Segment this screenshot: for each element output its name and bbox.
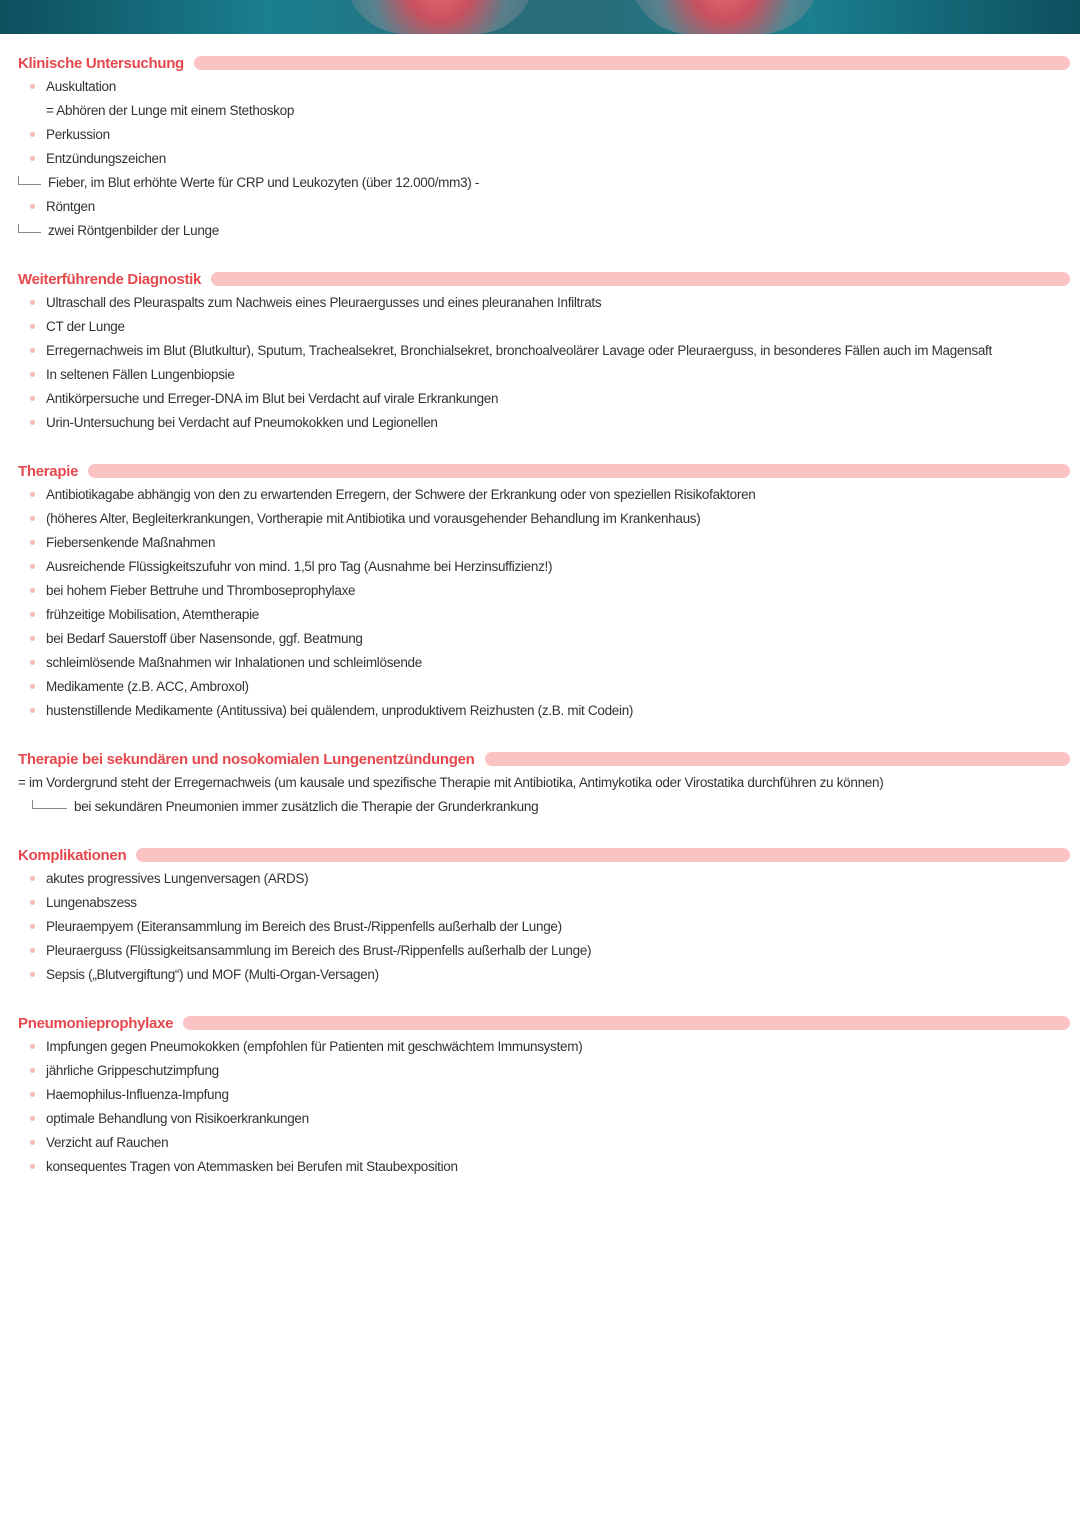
section bbox=[18, 51, 1070, 243]
item-text: zwei Röntgenbilder der Lunge bbox=[48, 223, 219, 238]
item-text: Ausreichende Flüssigkeitszufuhr von mind. 1,5l pro Tag (Ausnahme bei Herzinsuffizienz!) bbox=[46, 559, 553, 574]
item-text: Erregernachweis im Blut (Blutkultur), Sputum, Trachealsekret, Bronchialsekret, bronchoalveolärer Lavage oder Pleuraerguss, in besonderes Fällen auch im Magensaft bbox=[46, 343, 992, 358]
item-text: Fiebersenkende Maßnahmen bbox=[46, 535, 216, 550]
item-text: Lungenabszess bbox=[46, 895, 137, 910]
list-item bbox=[18, 1107, 1070, 1131]
item-text: jährliche Grippeschutzimpfung bbox=[46, 1063, 219, 1078]
arrow-icon bbox=[18, 176, 41, 185]
list-item bbox=[18, 483, 1070, 507]
list-item bbox=[18, 411, 1070, 435]
section bbox=[18, 459, 1070, 723]
list-item bbox=[18, 171, 1070, 195]
item-text: Antibiotikagabe abhängig von den zu erwartenden Erregern, der Schwere der Erkrankung oder von speziellen Risikofaktoren bbox=[46, 487, 756, 502]
section-title: Pneumonieprophylaxe bbox=[18, 1014, 174, 1032]
left-lung-image bbox=[345, 0, 535, 34]
section bbox=[18, 843, 1070, 987]
heading-bar bbox=[194, 56, 1070, 70]
list-item bbox=[18, 363, 1070, 387]
item-text: bei Bedarf Sauerstoff über Nasensonde, ggf. Beatmung bbox=[46, 631, 363, 646]
item-text: bei sekundären Pneumonien immer zusätzlich die Therapie der Grunderkrankung bbox=[74, 799, 539, 814]
section-heading bbox=[18, 267, 1070, 291]
heading-bar bbox=[211, 272, 1070, 286]
list-item bbox=[18, 507, 1070, 531]
item-text: akutes progressives Lungenversagen (ARDS) bbox=[46, 871, 309, 886]
section bbox=[18, 267, 1070, 435]
section-heading bbox=[18, 1011, 1070, 1035]
section-title: Therapie bbox=[18, 462, 79, 480]
list-item bbox=[18, 699, 1070, 723]
item-text: Fieber, im Blut erhöhte Werte für CRP und Leukozyten (über 12.000/mm3) - bbox=[48, 175, 480, 190]
list-item bbox=[18, 315, 1070, 339]
list-item bbox=[18, 627, 1070, 651]
list-item bbox=[18, 939, 1070, 963]
item-text: Ultraschall des Pleuraspalts zum Nachweis eines Pleuraergusses und eines pleuranahen Infiltrats bbox=[46, 295, 602, 310]
list-item bbox=[18, 1059, 1070, 1083]
list-item bbox=[18, 1035, 1070, 1059]
list-item bbox=[18, 75, 1070, 99]
item-text: bei hohem Fieber Bettruhe und Thromboseprophylaxe bbox=[46, 583, 356, 598]
item-text: Sepsis („Blutvergiftung“) und MOF (Multi-Organ-Versagen) bbox=[46, 967, 379, 982]
right-lung-image bbox=[630, 0, 820, 34]
item-text: = im Vordergrund steht der Erregernachweis (um kausale und spezifische Therapie mit Antibiotika, Antimykotika oder Virostatika durchführen zu können) bbox=[18, 775, 884, 790]
list-item bbox=[18, 651, 1070, 675]
list-item bbox=[18, 1131, 1070, 1155]
section-heading bbox=[18, 843, 1070, 867]
arrow-icon bbox=[18, 224, 41, 233]
section-heading bbox=[18, 747, 1070, 771]
list-item bbox=[18, 1083, 1070, 1107]
list-item bbox=[18, 579, 1070, 603]
list-item bbox=[18, 291, 1070, 315]
list-item bbox=[18, 795, 1070, 819]
item-text: = Abhören der Lunge mit einem Stethoskop bbox=[46, 103, 295, 118]
item-text: konsequentes Tragen von Atemmasken bei Berufen mit Staubexposition bbox=[46, 1159, 458, 1174]
list-item bbox=[18, 771, 1070, 795]
list-item bbox=[18, 915, 1070, 939]
section-heading bbox=[18, 51, 1070, 75]
list-item bbox=[18, 963, 1070, 987]
list-item bbox=[18, 99, 1070, 123]
list-item bbox=[18, 891, 1070, 915]
item-text: Entzündungszeichen bbox=[46, 151, 166, 166]
section-title: Weiterführende Diagnostik bbox=[18, 270, 202, 288]
item-text: Antikörpersuche und Erreger-DNA im Blut bei Verdacht auf virale Erkrankungen bbox=[46, 391, 499, 406]
list-item bbox=[18, 387, 1070, 411]
heading-bar bbox=[183, 1016, 1070, 1030]
item-text: frühzeitige Mobilisation, Atemtherapie bbox=[46, 607, 259, 622]
section bbox=[18, 747, 1070, 819]
section-title: Klinische Untersuchung bbox=[18, 54, 184, 72]
item-text: hustenstillende Medikamente (Antitussiva) bei quälendem, unproduktivem Reizhusten (z.B. mit Codein) bbox=[46, 703, 634, 718]
item-text: optimale Behandlung von Risikoerkrankungen bbox=[46, 1111, 309, 1126]
item-text: Röntgen bbox=[46, 199, 95, 214]
heading-bar bbox=[136, 848, 1070, 862]
section bbox=[18, 1011, 1070, 1179]
list-item bbox=[18, 603, 1070, 627]
item-text: Pleuraempyem (Eiteransammlung im Bereich des Brust-/Rippenfells außerhalb der Lunge) bbox=[46, 919, 562, 934]
list-item bbox=[18, 675, 1070, 699]
item-text: Verzicht auf Rauchen bbox=[46, 1135, 169, 1150]
item-text: schleimlösende Maßnahmen wir Inhalationen und schleimlösende bbox=[46, 655, 422, 670]
heading-bar bbox=[88, 464, 1070, 478]
item-text: Urin-Untersuchung bei Verdacht auf Pneumokokken und Legionellen bbox=[46, 415, 438, 430]
section-title: Komplikationen bbox=[18, 846, 127, 864]
list-item bbox=[18, 1155, 1070, 1179]
list-item bbox=[18, 219, 1070, 243]
list-item bbox=[18, 555, 1070, 579]
list-item bbox=[18, 339, 1070, 363]
heading-bar bbox=[485, 752, 1070, 766]
section-title: Therapie bei sekundären und nosokomialen Lungenentzündungen bbox=[18, 750, 475, 768]
item-text: Medikamente (z.B. ACC, Ambroxol) bbox=[46, 679, 249, 694]
list-item bbox=[18, 531, 1070, 555]
list-item bbox=[18, 147, 1070, 171]
list-item bbox=[18, 195, 1070, 219]
item-text: Impfungen gegen Pneumokokken (empfohlen für Patienten mit geschwächtem Immunsystem) bbox=[46, 1039, 583, 1054]
item-text: Auskultation bbox=[46, 79, 116, 94]
section-heading bbox=[18, 459, 1070, 483]
item-text: CT der Lunge bbox=[46, 319, 125, 334]
item-text: Perkussion bbox=[46, 127, 110, 142]
item-text: Haemophilus-Influenza-Impfung bbox=[46, 1087, 229, 1102]
item-text: In seltenen Fällen Lungenbiopsie bbox=[46, 367, 235, 382]
lung-illustration-banner bbox=[0, 0, 1080, 34]
list-item bbox=[18, 867, 1070, 891]
item-text: (höheres Alter, Begleiterkrankungen, Vortherapie mit Antibiotika und vorausgehender Behandlung im Krankenhaus) bbox=[46, 511, 701, 526]
list-item bbox=[18, 123, 1070, 147]
item-text: Pleuraerguss (Flüssigkeitsansammlung im Bereich des Brust-/Rippenfells außerhalb der Lunge) bbox=[46, 943, 592, 958]
arrow-icon bbox=[32, 800, 67, 809]
